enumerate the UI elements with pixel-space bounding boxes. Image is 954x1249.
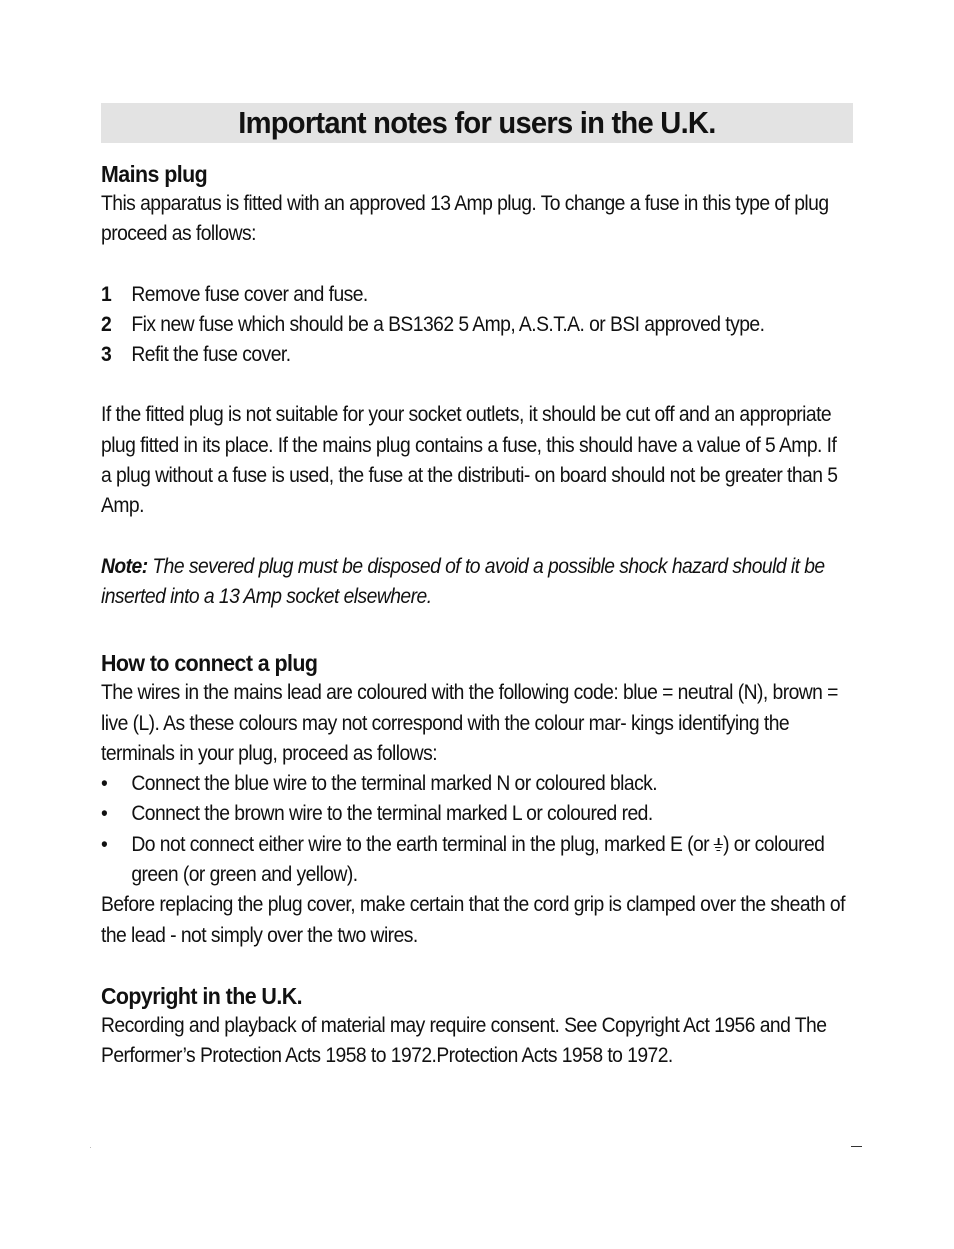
unsuitable-plug-paragraph: If the fitted plug is not suitable for your socket outlets, it should be cut off and an appropriate plug fitted in its place. If the mains plug contains a fuse, this should have a value of 5 Amp. If a plug without a fuse is used, the fuse at the distributi- on board should not be greater than 5 Amp. [101,403,838,518]
note-text: The severed plug must be disposed of to avoid a possible shock hazard should it be inserted into a 13 Amp socket elsewhere. [101,554,825,608]
list-item [101,799,851,829]
connect-plug-outro: Before replacing the plug cover, make certain that the cord grip is clamped over the sheath of the lead - not simply over the two wires. [101,893,845,947]
bullet-icon: • [101,772,108,796]
list-item [101,830,851,891]
wiring-bullets-list [101,769,853,890]
section-connect-plug [101,648,853,951]
list-item [101,310,851,340]
page-speck [90,1147,91,1148]
step-number: 2 [101,312,112,336]
bullet-text: Connect the blue wire to the terminal marked N or coloured black. [131,772,658,796]
note-label: Note: [101,554,148,578]
step-number: 3 [101,343,112,367]
footer-dash [851,1146,862,1147]
note-paragraph [101,552,851,613]
step-text: Remove fuse cover and fuse. [131,282,368,306]
section-copyright [101,981,853,1072]
list-item [101,769,851,799]
bullet-text-after: ) or coloured green (or green and yellow). [131,832,825,887]
step-text: Fix new fuse which should be a BS1362 5 Amp, A.S.T.A. or BSI approved type. [131,312,765,336]
earth-ground-icon [714,838,723,852]
title-bar [101,103,853,143]
section-mains-plug [101,159,853,612]
list-item [101,280,851,310]
step-text: Refit the fuse cover. [131,343,291,367]
mains-plug-intro: This apparatus is fitted with an approved 13 Amp plug. To change a fuse in this type of plug proceed as follows: [101,192,829,246]
list-item [101,340,851,370]
bullet-icon: • [101,832,108,856]
bullet-icon: • [101,802,108,826]
section-heading-mains-plug: Mains plug [101,161,208,187]
fuse-steps-list [101,280,853,371]
connect-plug-intro: The wires in the mains lead are coloured with the following code: blue = neutral (N), brown = live (L). As these colours may not correspond with the colour mar- kings identifying the terminals in your plug, proceed as follows: [101,681,838,765]
bullet-text [131,830,850,891]
page-title: Important notes for users in the U.K. [238,105,716,140]
document-page [101,103,853,1072]
copyright-text: Recording and playback of material may require consent. See Copyright Act 1956 and The Performer’s Protection Acts 1958 to 1972.Protection Acts 1958 to 1972. [101,1013,827,1068]
bullet-text-before: Do not connect either wire to the earth terminal in the plug, marked E (or [131,832,714,856]
bullet-text: Connect the brown wire to the terminal marked L or coloured red. [131,802,653,826]
step-number: 1 [101,282,112,306]
section-heading-copyright: Copyright in the U.K. [101,982,302,1009]
section-heading-connect-plug: How to connect a plug [101,650,318,677]
